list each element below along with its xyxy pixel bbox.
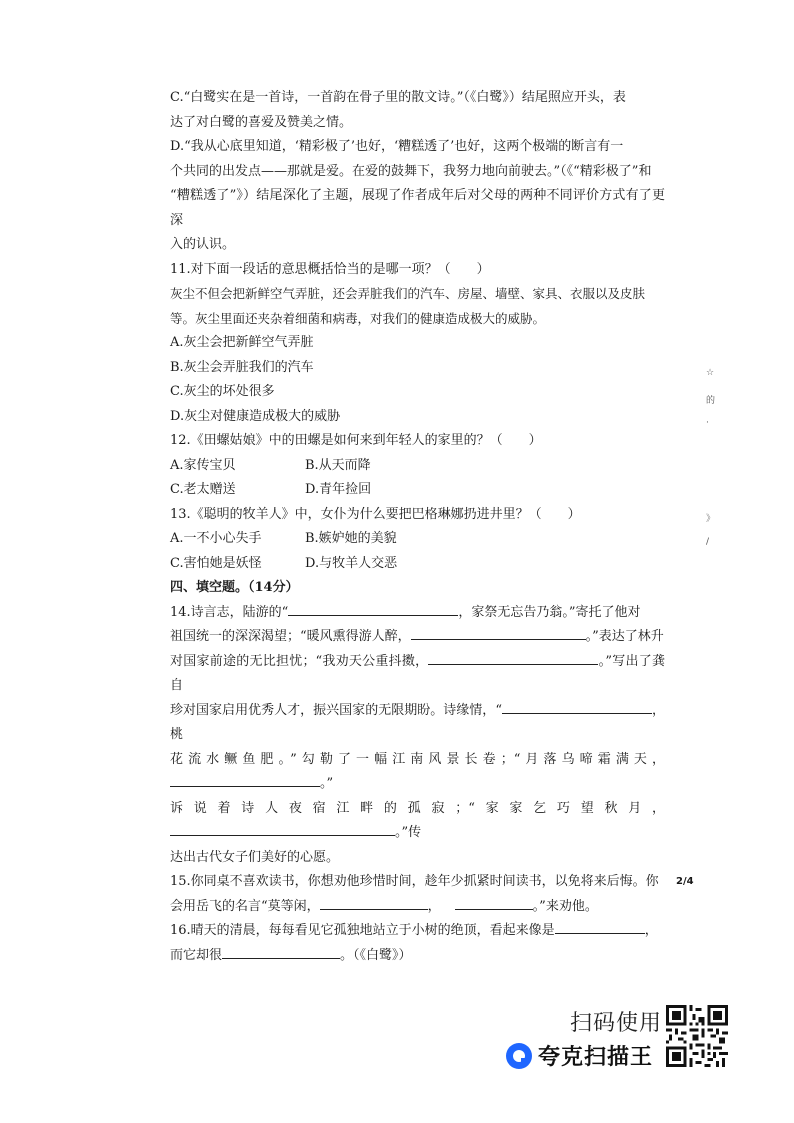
section-four-heading: 四、填空题。（14分） bbox=[170, 580, 299, 595]
q12-option-a: A.家传宝贝 bbox=[170, 457, 236, 473]
q16-text: 16.晴天的清晨，每每看见它孤独地站立于小树的绝顶，看起来像是 bbox=[170, 923, 555, 938]
q12-option-c: C.老太赠送 bbox=[170, 482, 236, 497]
brand-name: 夸克扫描王 bbox=[538, 1045, 654, 1070]
q14-text: 。”写出了龚自 bbox=[170, 653, 665, 693]
option-d-line-4: 入的认识。 bbox=[170, 237, 236, 252]
q14-line-7: 达出古代女子们美好的心愿。 bbox=[170, 849, 340, 865]
q15-line-1: 15.你同桌不喜欢读书，你想劝他珍惜时间，趁年少抓紧时间读书，以免将来后悔。你 bbox=[170, 874, 659, 889]
q14-text: 14.诗言志，陆游的“ bbox=[170, 604, 289, 620]
q12-options-row-1 bbox=[170, 454, 665, 479]
q13-option-d: D.与牧羊人交恶 bbox=[305, 555, 398, 571]
q12-option-b: B.从天而降 bbox=[305, 457, 371, 473]
q13-stem: 13.《聪明的牧羊人》中，女仆为什么要把巴格琳娜扔进井里？（ ） bbox=[170, 506, 581, 522]
quark-logo-icon bbox=[506, 1043, 532, 1069]
q14-blank-6[interactable] bbox=[170, 821, 395, 836]
q16-text: ， bbox=[644, 923, 658, 938]
q11-stem: 11.对下面一段话的意思概括恰当的是哪一项？（ ） bbox=[170, 261, 490, 277]
q16-text: 而它却很 bbox=[170, 947, 223, 963]
option-d-line-2: 个共同的出发点——那就是爱。在爱的鼓舞下，我努力地向前驶去。”（《“精彩极了”和 bbox=[170, 163, 652, 179]
edge-mark: ☆ bbox=[706, 368, 715, 378]
q14-line-1 bbox=[170, 601, 665, 626]
q14-line-3 bbox=[170, 650, 665, 699]
q14-text: 祖国统一的深深渴望；“暖风熏得游人醉， bbox=[170, 629, 411, 644]
q11-option-b: B.灰尘会弄脏我们的汽车 bbox=[170, 359, 314, 375]
q16-line-1 bbox=[170, 919, 665, 944]
page-number: 2/4 bbox=[676, 876, 694, 887]
q15-text: ， bbox=[427, 898, 441, 914]
edge-mark: / bbox=[706, 537, 710, 547]
q11-option-d: D.灰尘对健康造成极大的威胁 bbox=[170, 408, 341, 424]
q14-text: 花流水鳜鱼肥。”勾勒了一幅江南风景长卷；“月落乌啼霜满天， bbox=[170, 751, 665, 767]
q14-blank-5[interactable] bbox=[170, 772, 320, 787]
q11-option-c: C.灰尘的坏处很多 bbox=[170, 384, 275, 399]
q12-option-d: D.青年捡回 bbox=[305, 482, 372, 497]
q15-blank-1[interactable] bbox=[320, 895, 428, 910]
q14-text: 诉说着诗人夜宿江畔的孤寂；“家家乞巧望秋月， bbox=[170, 800, 665, 816]
brand-watermark bbox=[506, 1040, 653, 1071]
question-content bbox=[170, 86, 665, 968]
q11-passage-line-1: 灰尘不但会把新鲜空气弄脏，还会弄脏我们的汽车、房屋、墙壁、家具、衣服以及皮肤 bbox=[170, 286, 646, 301]
q14-blank-4[interactable] bbox=[502, 699, 652, 714]
q14-text: ，桃 bbox=[170, 702, 665, 742]
qr-code-icon[interactable] bbox=[666, 1005, 728, 1067]
q14-text: ，家祭无忘告乃翁。”寄托了他对 bbox=[458, 604, 641, 620]
q15-text: 。”来劝他。 bbox=[532, 898, 598, 914]
edge-mark: 的 bbox=[706, 396, 716, 406]
q16-line-2 bbox=[170, 944, 665, 969]
scan-label: 扫码使用 bbox=[570, 1011, 663, 1036]
q14-line-4 bbox=[170, 699, 665, 748]
q11-passage-line-2: 等。灰尘里面还夹杂着细菌和病毒，对我们的健康造成极大的威胁。 bbox=[170, 310, 546, 326]
edge-mark: 》 bbox=[706, 514, 716, 524]
q13-option-c: C.害怕她是妖怪 bbox=[170, 555, 262, 571]
q14-blank-3[interactable] bbox=[428, 650, 598, 665]
q13-options-row-1 bbox=[170, 527, 665, 552]
q13-option-b: B.嫉妒她的美貌 bbox=[305, 531, 397, 546]
q14-text: 。” bbox=[320, 776, 334, 791]
q14-blank-1[interactable] bbox=[288, 601, 458, 616]
q16-blank-1[interactable] bbox=[555, 919, 645, 934]
option-c-line-2: 达了对白鹭的喜爱及赞美之情。 bbox=[170, 114, 353, 130]
q14-blank-2[interactable] bbox=[411, 625, 586, 640]
q16-blank-2[interactable] bbox=[222, 944, 340, 959]
option-d-line-1: D.“我从心底里知道，‘精彩极了’也好，‘糟糕透了’也好，这两个极端的断言有一 bbox=[170, 139, 624, 154]
q14-line-6 bbox=[170, 797, 665, 846]
q14-text: 。”传 bbox=[395, 825, 422, 840]
q13-option-a: A.一不小心失手 bbox=[170, 531, 262, 546]
q12-stem: 12.《田螺姑娘》中的田螺是如何来到年轻人的家里的？（ ） bbox=[170, 433, 542, 448]
option-c-line-1: C.“白鹭实在是一首诗，一首韵在骨子里的散文诗。”（《白鹭》）结尾照应开头，表 bbox=[170, 90, 626, 105]
q12-options-row-2 bbox=[170, 478, 665, 503]
q14-text: 对国家前途的无比担忧；“我劝天公重抖擞， bbox=[170, 653, 429, 669]
q11-option-a: A.灰尘会把新鲜空气弄脏 bbox=[170, 335, 314, 350]
q14-text: 。”表达了林升 bbox=[585, 629, 664, 644]
q13-options-row-2 bbox=[170, 552, 665, 577]
q14-line-5 bbox=[170, 748, 665, 797]
q15-text: 会用岳飞的名言“莫等闲， bbox=[170, 898, 320, 914]
q16-text: 。（《白鹭》） bbox=[340, 947, 412, 963]
q15-line-2 bbox=[170, 895, 665, 920]
q14-line-2 bbox=[170, 625, 665, 650]
option-d-line-3: “糟糕透了”》）结尾深化了主题，展现了作者成年后对父母的两种不同评价方式有了更深 bbox=[170, 188, 665, 228]
q15-blank-2[interactable] bbox=[455, 895, 533, 910]
edge-mark: · bbox=[706, 418, 709, 428]
q14-text: 珍对国家启用优秀人才，振兴国家的无限期盼。诗缘情，“ bbox=[170, 702, 502, 718]
